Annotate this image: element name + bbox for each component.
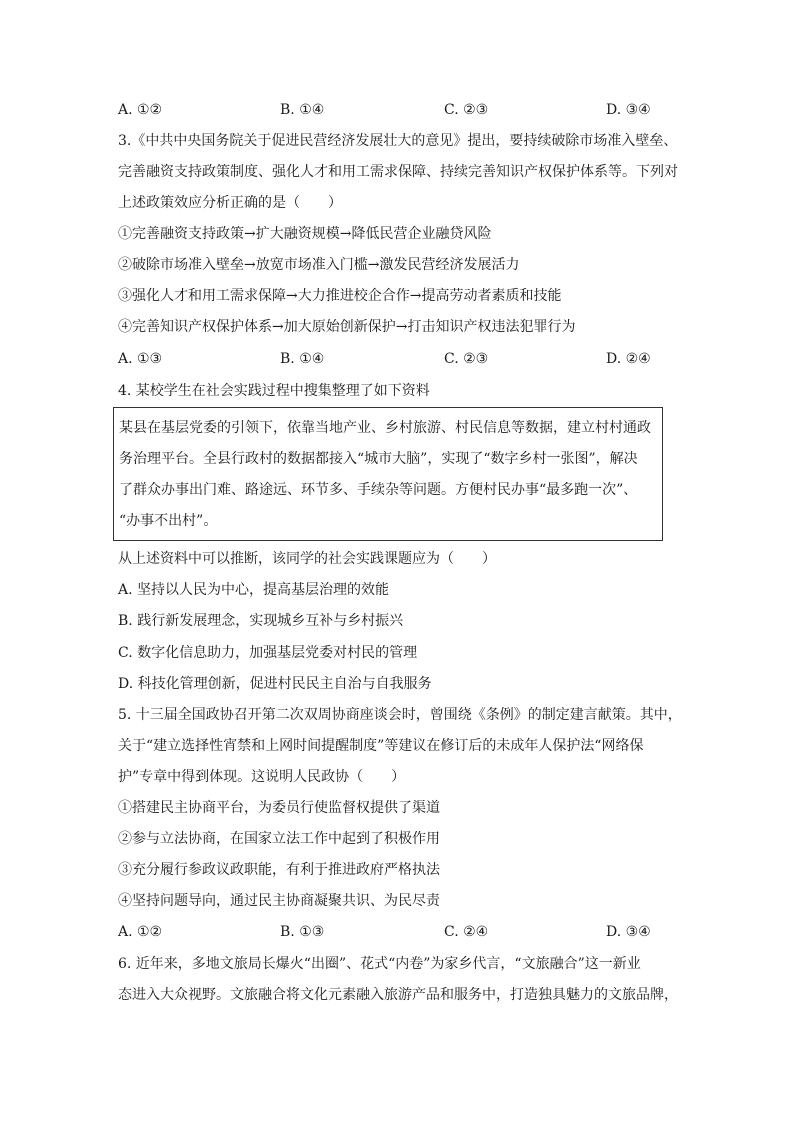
q3-option-b: B. ①④	[280, 351, 325, 367]
q3-stem-line-1: 3.《中共中央国务院关于促进民营经济发展壮大的意见》提出，要持续破除市场准入壁垒、	[118, 133, 678, 149]
q5-option-b: B. ①③	[280, 924, 325, 940]
q5-item-2: ②参与立法协商，在国家立法工作中起到了积极作用	[118, 831, 440, 847]
q4-stem: 4. 某校学生在社会实践过程中搜集整理了如下资料	[118, 383, 430, 399]
q4-material-line-4: “办事不出村”。	[119, 513, 218, 529]
q5-option-c: C. ②④	[444, 924, 489, 940]
q5-item-4: ④坚持问题导向，通过民主协商凝聚共识、为民尽责	[118, 893, 440, 909]
q4-material-line-3: 了群众办事出门难、路途远、环节多、手续杂等问题。方便村民办事“最多跑一次”、	[119, 482, 638, 498]
q4-question: 从上述资料中可以推断，该同学的社会实践课题应为（ ）	[118, 551, 496, 567]
q6-stem-line-2: 态进入大众视野。文旅融合将文化元素融入旅游产品和服务中，打造独具魅力的文旅品牌，	[118, 987, 678, 1003]
q5-option-a: A. ①②	[118, 924, 163, 940]
q3-stem-line-2: 完善融资支持政策制度、强化人才和用工需求保障、持续完善知识产权保护体系等。下列对	[118, 164, 678, 180]
q5-stem-line-3: 护”专章中得到体现。这说明人民政协（ ）	[118, 769, 406, 785]
q3-item-2: ②破除市场准入壁垒→放宽市场准入门槛→激发民营经济发展活力	[118, 257, 520, 273]
q5-stem-line-2: 关于“建立选择性宵禁和上网时间提醒制度”等建议在修订后的未成年人保护法“网络保	[118, 738, 644, 754]
q2-option-a: A. ①②	[118, 102, 163, 118]
q3-item-1: ①完善融资支持政策→扩大融资规模→降低民营企业融贷风险	[118, 226, 492, 242]
q4-option-d: D. 科技化管理创新，促进村民民主自治与自我服务	[118, 676, 432, 692]
q2-options	[118, 100, 678, 120]
q5-item-3: ③充分履行参政议政职能，有利于推进政府严格执法	[118, 862, 440, 878]
q6-stem-line-1: 6. 近年来，多地文旅局长爆火“出圈”、花式“内卷”为家乡代言，“文旅融合”这一新业	[118, 956, 641, 972]
q3-item-4: ④完善知识产权保护体系→加大原始创新保护→打击知识产权违法犯罪行为	[118, 319, 576, 335]
q3-option-a: A. ①③	[118, 351, 163, 367]
q3-item-3: ③强化人才和用工需求保障→大力推进校企合作→提高劳动者素质和技能	[118, 288, 562, 304]
q3-stem-line-3: 上述政策效应分析正确的是（ ）	[118, 195, 342, 211]
q5-item-1: ①搭建民主协商平台，为委员行使监督权提供了渠道	[118, 800, 440, 816]
q5-options	[118, 922, 678, 942]
q4-material-box	[113, 407, 663, 541]
q4-material-line-2: 务治理平台。全县行政村的数据都接入“城市大脑”，实现了“数字乡村一张图”，解决	[119, 451, 638, 467]
q4-option-a: A. 坚持以人民为中心，提高基层治理的效能	[118, 582, 390, 598]
q3-option-d: D. ②④	[606, 351, 651, 367]
q2-option-b: B. ①④	[280, 102, 325, 118]
q4-option-b: B. 践行新发展理念，实现城乡互补与乡村振兴	[118, 613, 404, 629]
q2-option-c: C. ②③	[444, 102, 489, 118]
q5-option-d: D. ③④	[606, 924, 651, 940]
q5-stem-line-1: 5. 十三届全国政协召开第二次双周协商座谈会时，曾围绕《条例》的制定建言献策。其中，	[118, 707, 682, 723]
q4-option-c: C. 数字化信息助力，加强基层党委对村民的管理	[118, 645, 418, 661]
q2-option-d: D. ③④	[606, 102, 651, 118]
q3-option-c: C. ②③	[444, 351, 489, 367]
q4-material-line-1: 某县在基层党委的引领下，依靠当地产业、乡村旅游、村民信息等数据，建立村村通政	[119, 420, 651, 436]
q3-options	[118, 349, 678, 369]
